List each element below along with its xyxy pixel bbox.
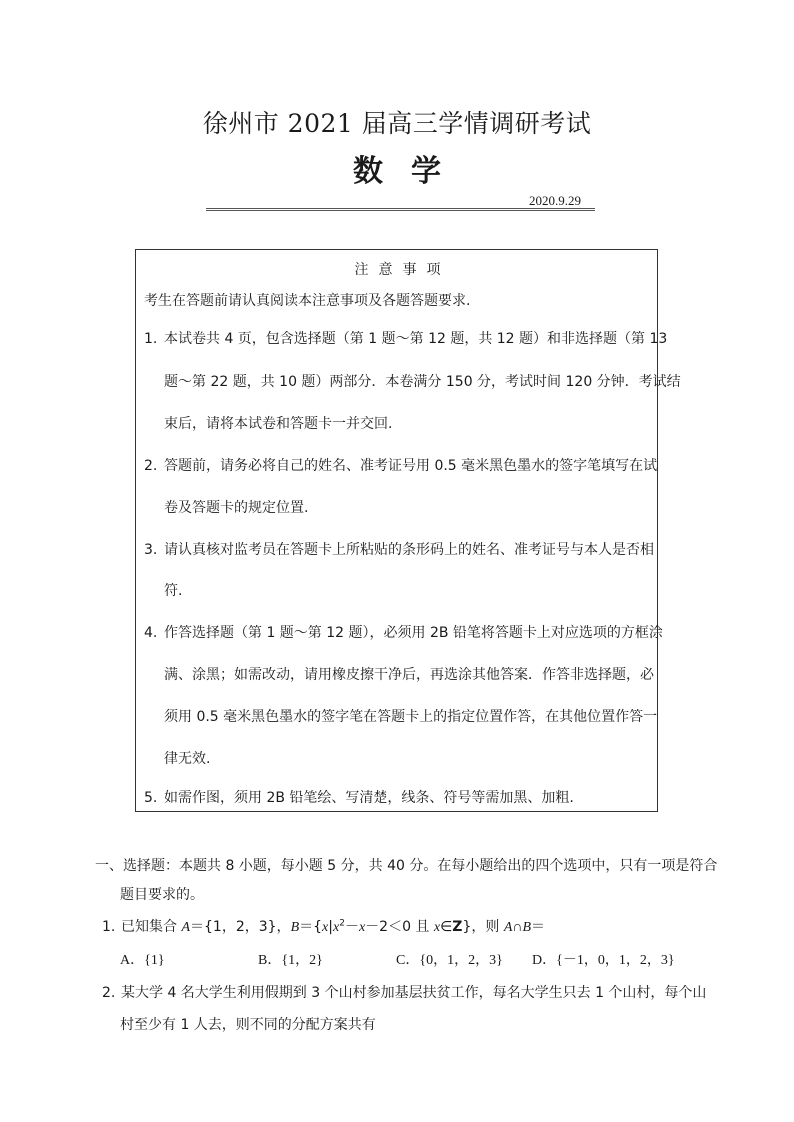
notice-item-1-line-1: 1. 本试卷共 4 页，包含选择题（第 1 题～第 12 题，共 12 题）和非选择题（第 13: [144, 331, 668, 347]
option-b[interactable]: B．{1，2}: [258, 953, 323, 968]
exam-title: 徐州市 2021 届高三学情调研考试: [202, 109, 592, 138]
notice-item-4-line-2: 满、涂黑；如需改动，请用橡皮擦干净后，再选涂其他答案．作答非选择题，必: [164, 667, 654, 683]
notice-heading: 注意事项: [354, 262, 451, 278]
notice-item-number: 4.: [144, 625, 158, 641]
exam-date: 2020.9.29: [529, 193, 581, 208]
question-2-line-2: 村至少有 1 人去，则不同的分配方案共有: [120, 1017, 376, 1033]
notice-item-4-line-3: 须用 0.5 毫米黑色墨水的签字笔在答题卡上的指定位置作答，在其他位置作答一: [164, 709, 658, 725]
question-1-stem: 1. 已知集合 A＝{1，2，3}，$B=\{x|x^2-x-2<0$ 且 x∈Z}，则 A∩B＝: [102, 918, 546, 935]
notice-item-number: 5.: [144, 790, 158, 806]
question-number: 2.: [102, 985, 116, 1001]
notice-item-number: 3.: [144, 542, 158, 558]
option-d[interactable]: D．{－1，0，1，2，3}: [532, 953, 675, 968]
question-2-line-1: 2. 某大学 4 名大学生利用假期到 3 个山村参加基层扶贫工作，每名大学生只去 1 个山村，每个山: [102, 985, 707, 1001]
question-number: 1.: [102, 919, 116, 935]
notice-item-2-line-1: 2. 答题前，请务必将自己的姓名、准考证号用 0.5 毫米黑色墨水的签字笔填写在试: [144, 458, 658, 474]
option-c[interactable]: C．{0，1，2，3}: [396, 953, 503, 968]
notice-item-number: 2.: [144, 458, 158, 474]
section-heading-line-1: 一、选择题：本题共 8 小题，每小题 5 分，共 40 分。在每小题给出的四个选项中，只有一项是符合: [95, 858, 718, 874]
subject-title: 数学: [353, 154, 469, 189]
notice-item-1-line-3: 束后，请将本试卷和答题卡一并交回.: [164, 416, 393, 432]
header-divider: [206, 208, 595, 211]
notice-item-2-line-2: 卷及答题卡的规定位置.: [164, 500, 309, 516]
notice-item-1-line-2: 题～第 22 题，共 10 题）两部分．本卷满分 150 分，考试时间 120 分钟．考试结: [164, 374, 681, 390]
notice-item-number: 1.: [144, 331, 158, 347]
option-a[interactable]: A．{1}: [120, 953, 165, 968]
notice-item-4-line-4: 律无效.: [164, 751, 211, 767]
notice-item-5-line-1: 5. 如需作图，须用 2B 铅笔绘、写清楚，线条、符号等需加黑、加粗.: [144, 790, 574, 806]
notice-box: [135, 249, 681, 812]
section-heading-line-2: 题目要求的。: [120, 887, 204, 903]
notice-item-3-line-1: 3. 请认真核对监考员在答题卡上所粘贴的条形码上的姓名、准考证号与本人是否相: [144, 542, 654, 558]
notice-item-3-line-2: 符.: [164, 583, 183, 599]
notice-item-4-line-1: 4. 作答选择题（第 1 题～第 12 题），必须用 2B 铅笔将答题卡上对应选项的方框涂: [144, 625, 663, 641]
notice-intro: 考生在答题前请认真阅读本注意事项及各题答题要求.: [144, 293, 471, 309]
